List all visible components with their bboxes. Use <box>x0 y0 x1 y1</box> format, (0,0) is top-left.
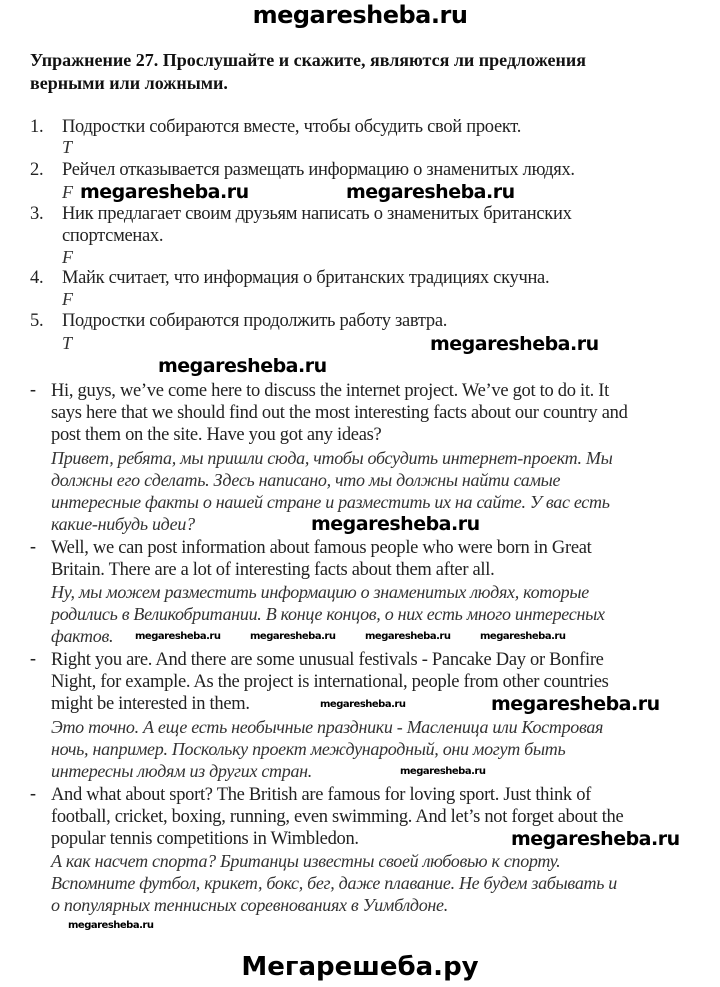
item-text: Майк считает, что информация о британских традициях скучна. <box>62 268 550 288</box>
dialogue-ru-line: Это точно. А еще есть необычные праздники - Масленица или Костровая <box>51 717 604 737</box>
item-number: 2. <box>30 160 44 180</box>
item-answer: F <box>62 182 73 202</box>
dialogue-ru-line: Привет, ребята, мы пришли сюда, чтобы обсудить интернет-проект. Мы <box>51 448 613 468</box>
dialogue-ru-line: А как насчет спорта? Британцы известны своей любовью к спорту. <box>51 851 561 871</box>
dialogue-ru-line: родились в Великобритании. В конце концов, о них есть много интересных <box>51 604 605 624</box>
watermark: megaresheba.ru <box>311 513 480 535</box>
dialogue-en-line: Night, for example. As the project is international, people from other countries <box>51 672 609 692</box>
item-answer: T <box>62 137 72 157</box>
dialogue-ru-line: о популярных теннисных соревнованиях в Уимблдоне. <box>51 895 448 915</box>
watermark-small: megaresheba.ru <box>480 631 566 642</box>
dialogue-en-line: popular tennis competitions in Wimbledon. <box>51 829 359 849</box>
item-text: Подростки собираются вместе, чтобы обсудить свой проект. <box>62 117 522 137</box>
dialogue-ru-line: интересны людям из других стран. <box>51 761 312 781</box>
header-site-name: megaresheba.ru <box>252 1 468 29</box>
dialogue-ru-line: Ну, мы можем разместить информацию о знаменитых людях, которые <box>51 582 589 602</box>
dialogue-ru-line: какие-нибудь идеи? <box>51 514 195 534</box>
dialogue-en-line: And what about sport? The British are famous for loving sport. Just think of <box>51 785 592 805</box>
watermark-small: megaresheba.ru <box>320 699 406 710</box>
footer-site-name: Мегарешеба.ру <box>241 952 479 982</box>
dialogue-en-line: might be interested in them. <box>51 694 250 714</box>
watermark: megaresheba.ru <box>430 333 599 355</box>
dialogue-en-line: post them on the site. Have you got any ideas? <box>51 425 382 445</box>
dialogue-dash: - <box>30 536 36 556</box>
watermark: megaresheba.ru <box>511 828 680 850</box>
dialogue-dash: - <box>30 783 36 803</box>
watermark: megaresheba.ru <box>491 693 660 715</box>
item-number: 4. <box>30 268 44 288</box>
dialogue-en-line: says here that we should find out the most interesting facts about our country and <box>51 403 628 423</box>
dialogue-ru-line: интересные факты о нашей стране и разместить их на сайте. У вас есть <box>51 492 610 512</box>
item-text: Ник предлагает своим друзьям написать о знаменитых британских <box>62 204 572 224</box>
watermark-small: megaresheba.ru <box>68 920 154 931</box>
dialogue-en-line: Hi, guys, we’ve come here to discuss the internet project. We’ve got to do it. It <box>51 381 610 401</box>
item-answer: F <box>62 289 73 309</box>
dialogue-dash: - <box>30 379 36 399</box>
dialogue-en-line: Britain. There are a lot of interesting facts about them after all. <box>51 560 495 580</box>
dialogue-dash: - <box>30 648 36 668</box>
item-text: Рейчел отказывается размещать информацию о знаменитых людях. <box>62 160 575 180</box>
watermark-small: megaresheba.ru <box>400 766 486 777</box>
item-number: 1. <box>30 117 44 137</box>
item-number: 3. <box>30 204 44 224</box>
dialogue-en-line: Right you are. And there are some unusual festivals - Pancake Day or Bonfire <box>51 650 604 670</box>
dialogue-en-line: Well, we can post information about famous people who were born in Great <box>51 538 592 558</box>
item-text: Подростки собираются продолжить работу завтра. <box>62 311 448 331</box>
dialogue-ru-line: должны его сделать. Здесь написано, что мы должны найти самые <box>51 470 561 490</box>
item-answer: F <box>62 247 73 267</box>
watermark-small: megaresheba.ru <box>250 631 336 642</box>
watermark: megaresheba.ru <box>346 181 515 203</box>
watermark: megaresheba.ru <box>158 355 327 377</box>
watermark: megaresheba.ru <box>80 181 249 203</box>
dialogue-ru-line: фактов. <box>51 626 114 646</box>
item-answer: T <box>62 333 72 353</box>
dialogue-ru-line: ночь, например. Поскольку проект международный, они могут быть <box>51 739 566 759</box>
dialogue-en-line: football, cricket, boxing, running, even swimming. And let’s not forget about the <box>51 807 624 827</box>
watermark-small: megaresheba.ru <box>365 631 451 642</box>
watermark-small: megaresheba.ru <box>135 631 221 642</box>
exercise-title-line1: Упражнение 27. Прослушайте и скажите, являются ли предложения <box>30 50 586 70</box>
item-number: 5. <box>30 311 44 331</box>
dialogue-ru-line: Вспомните футбол, крикет, бокс, бег, даже плавание. Не будем забывать и <box>51 873 618 893</box>
exercise-title-line2: верными или ложными. <box>30 73 228 93</box>
item-text: спортсменах. <box>62 226 164 246</box>
